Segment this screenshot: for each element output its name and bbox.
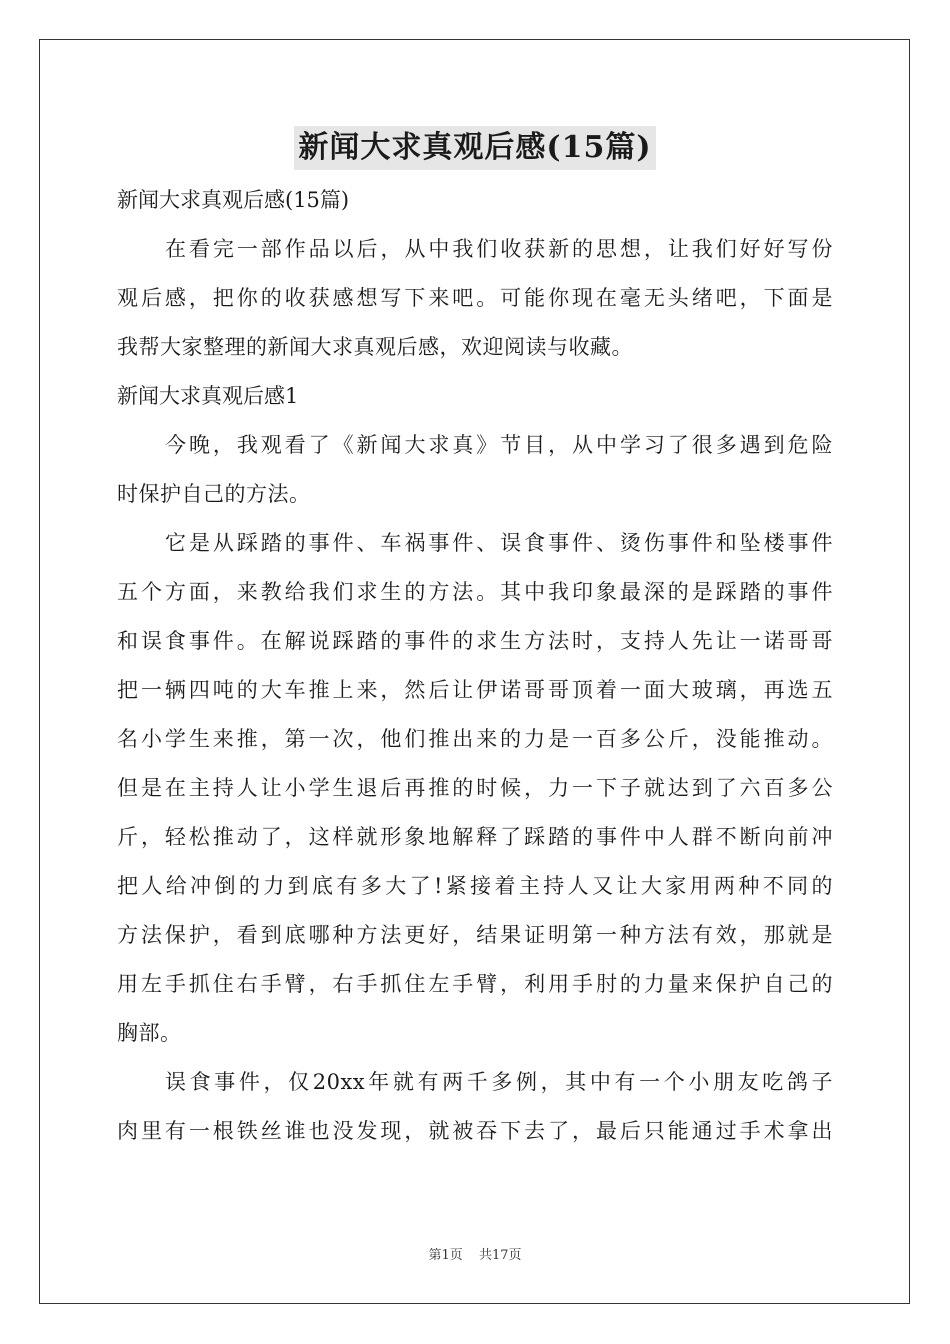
text-line: 观后感，把你的收获感想写下来吧。可能你现在毫无头绪吧，下面是	[117, 286, 833, 310]
text-line: 胸部。	[117, 1021, 182, 1045]
text-line: 方法保护，看到底哪种方法更好，结果证明第一种方法有效，那就是	[117, 923, 833, 947]
text-line: 斤，轻松推动了，这样就形象地解释了踩踏的事件中人群不断向前冲	[117, 825, 833, 849]
text-line: 把人给冲倒的力到底有多大了!紧接着主持人又让大家用两种不同的	[117, 874, 833, 898]
text-line: 误食事件，仅20xx年就有两千多例，其中有一个小朋友吃鸽子	[165, 1070, 833, 1094]
page-footer	[0, 1244, 950, 1263]
section-heading: 新闻大求真观后感1	[117, 384, 299, 408]
title-container	[0, 126, 950, 170]
text-line: 今晚，我观看了《新闻大求真》节目，从中学习了很多遇到危险	[165, 433, 833, 457]
text-line: 在看完一部作品以后，从中我们收获新的思想，让我们好好写份	[165, 237, 833, 261]
document-title: 新闻大求真观后感(15篇)	[294, 126, 655, 170]
document-body	[117, 176, 833, 1156]
text-line: 我帮大家整理的新闻大求真观后感，欢迎阅读与收藏。	[117, 335, 633, 359]
text-line: 五个方面，来教给我们求生的方法。其中我印象最深的是踩踏的事件	[117, 580, 833, 604]
text-line: 但是在主持人让小学生退后再推的时候，力一下子就达到了六百多公	[117, 776, 833, 800]
text-line: 和误食事件。在解说踩踏的事件的求生方法时，支持人先让一诺哥哥	[117, 629, 833, 653]
text-line: 把一辆四吨的大车推上来，然后让伊诺哥哥顶着一面大玻璃，再选五	[117, 678, 833, 702]
text-line: 时保护自己的方法。	[117, 482, 311, 506]
page-total: 共17页	[478, 1248, 522, 1263]
text-line: 肉里有一根铁丝谁也没发现，就被吞下去了，最后只能通过手术拿出	[117, 1119, 833, 1143]
text-line: 它是从踩踏的事件、车祸事件、误食事件、烫伤事件和坠楼事件	[165, 531, 833, 555]
text-line: 用左手抓住右手臂，右手抓住左手臂，利用手肘的力量来保护自己的	[117, 972, 833, 996]
section-heading: 新闻大求真观后感(15篇)	[117, 188, 350, 212]
page-number: 第1页	[428, 1248, 463, 1263]
text-line: 名小学生来推，第一次，他们推出来的力是一百多公斤，没能推动。	[117, 727, 833, 751]
